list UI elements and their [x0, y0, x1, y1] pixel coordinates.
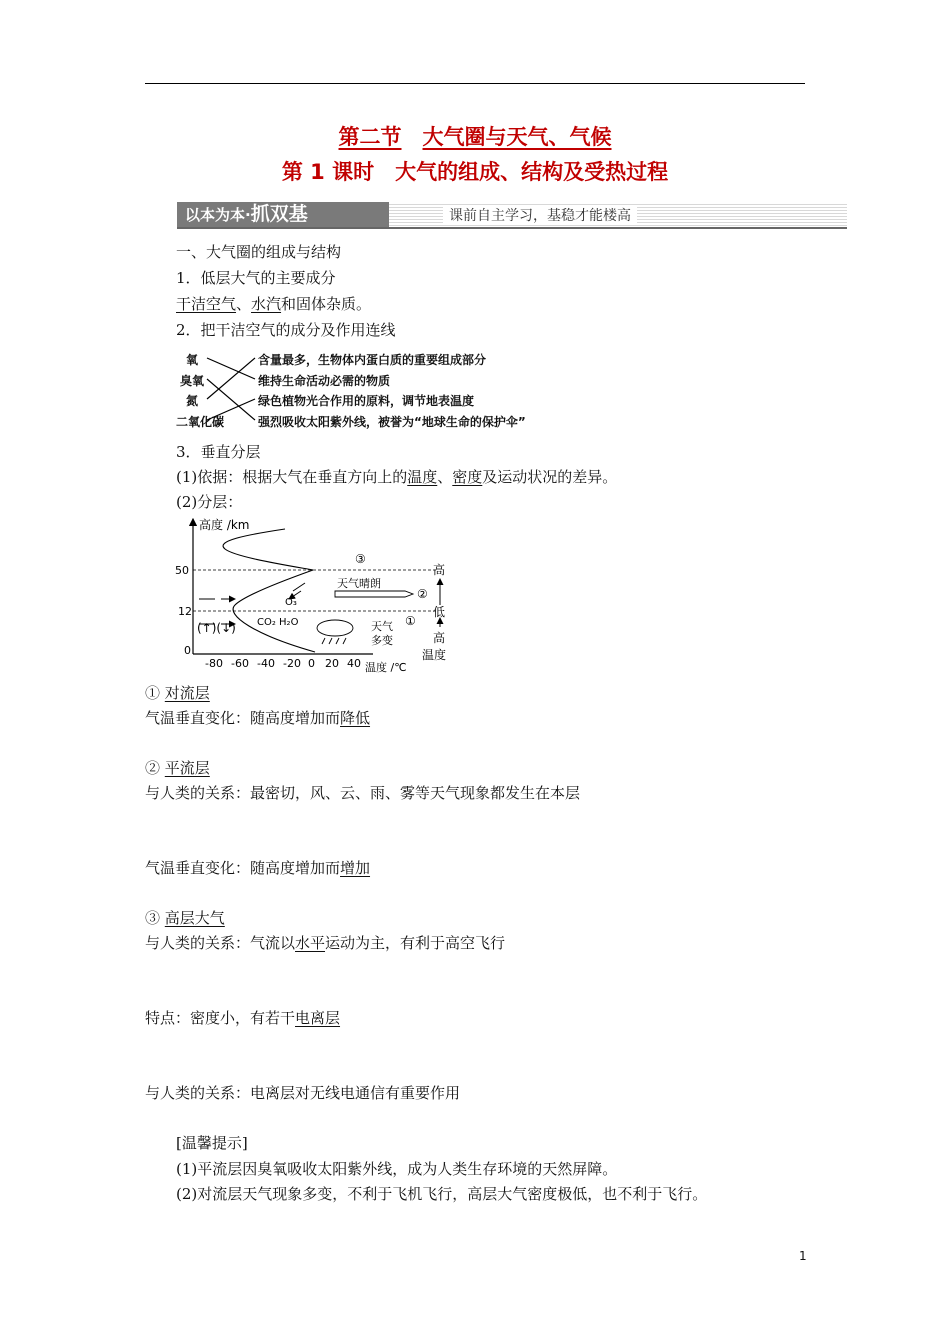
label-weather-var-2: 多变: [371, 634, 393, 647]
rain-icon: [322, 638, 346, 644]
y-axis-label: 高度 /km: [199, 518, 250, 532]
answer-dry-air: 干洁空气: [176, 295, 237, 313]
section-title: [0, 121, 950, 151]
temp-curve-upper: [223, 529, 313, 570]
airplane-icon: [335, 591, 413, 597]
part1-title: 一、大气圈的组成与结构: [176, 243, 342, 261]
y-tick-12: 12: [178, 605, 192, 618]
cloud-icon: [317, 620, 353, 636]
right-label-high: 高: [433, 563, 446, 577]
gas-co2: 二氧化碳: [176, 415, 225, 429]
page-number: 1: [799, 1249, 807, 1263]
gas-nitrogen: 氮: [186, 394, 199, 408]
layer2-temp-answer: 增加: [340, 859, 371, 877]
answer-temperature: 温度: [407, 468, 438, 486]
x-tick-0: 0: [308, 657, 315, 670]
label-ozone: O₃: [285, 597, 297, 608]
x-tick-40: 40: [347, 657, 361, 670]
layer1-heading: [145, 683, 210, 703]
layer3-name: 高层大气: [164, 909, 225, 927]
layer3-feature-answer: 电离层: [295, 1009, 341, 1027]
right-label-low: 低: [433, 605, 446, 619]
answer-density: 密度: [452, 468, 483, 486]
q3-layers-label: (2)分层：: [176, 493, 243, 511]
section-number: 第二节: [338, 125, 402, 149]
layer1-number: ①: [145, 684, 161, 702]
q1-answer: [176, 294, 371, 314]
function-2: 维持生命活动必需的物质: [258, 374, 391, 388]
layer3-feature: [145, 1008, 340, 1028]
layer3-relation-rest: 运动为主，有利于高空飞行: [325, 934, 506, 952]
header-rule: [145, 83, 805, 84]
layer1-name: 对流层: [164, 684, 210, 702]
q3-basis: [176, 467, 617, 487]
layer2-name: 平流层: [164, 759, 210, 777]
layer3-feature-prefix: 特点：密度小，有若干: [145, 1009, 296, 1027]
x-tick-20: 20: [325, 657, 339, 670]
lesson-title: 第 1 课时 大气的组成、结构及受热过程: [281, 160, 669, 184]
atmosphere-layer-diagram: [175, 515, 455, 675]
layer1-temp: [145, 708, 370, 728]
tip-2: (2)对流层天气现象多变，不利于飞机飞行，高层大气密度极低，也不利于飞行。: [176, 1185, 708, 1203]
layer3-relation-prefix: 与人类的关系：气流以: [145, 934, 296, 952]
layer2-heading: [145, 758, 210, 778]
layer3-number: ③: [145, 909, 161, 927]
layer2-number: ②: [145, 759, 161, 777]
y-tick-50: 50: [175, 564, 189, 577]
layer1-temp-prefix: 气温垂直变化：随高度增加而: [145, 709, 341, 727]
x-tick-m20: -20: [283, 657, 301, 670]
tips-title: [温馨提示]: [176, 1134, 248, 1152]
gas-ozone: 臭氧: [180, 374, 205, 388]
convection-arrows-icon: (↑)(↓): [197, 621, 236, 635]
label-weather-var-1: 天气: [371, 620, 393, 633]
function-3: 绿色植物光合作用的原料，调节地表温度: [258, 394, 475, 408]
right-label-temp: 温度: [422, 648, 447, 662]
x-tick-m40: -40: [257, 657, 275, 670]
label-circle-1: ①: [405, 614, 416, 628]
section-name: 大气圈与天气、气候: [422, 125, 612, 149]
banner-underline: [177, 227, 847, 229]
q3-title: 3．垂直分层: [176, 443, 261, 461]
q1-separator: 、: [236, 295, 252, 313]
banner-label-bold: 抓双基: [250, 203, 308, 225]
label-weather-clear: 天气晴朗: [337, 577, 381, 590]
banner-label: [177, 202, 389, 227]
banner-label-text: 以本为本·: [185, 206, 251, 224]
layer2-relation: 与人类的关系：最密切，风、云、雨、雾等天气现象都发生在本层: [145, 784, 581, 802]
answer-water-vapor: 水汽: [251, 295, 282, 313]
x-tick-m60: -60: [231, 657, 249, 670]
layer3-relation: [145, 933, 505, 953]
y-tick-0: 0: [184, 644, 191, 657]
q2-title: 2．把干洁空气的成分及作用连线: [176, 321, 396, 339]
layer3-relation-answer: 水平: [295, 934, 326, 952]
banner-subtitle: 课前自主学习，基稳才能楼高: [443, 205, 637, 225]
q3-basis-prefix: (1)依据：根据大气在垂直方向上的: [176, 468, 408, 486]
layer1-temp-answer: 降低: [340, 709, 371, 727]
q1-rest: 和固体杂质。: [281, 295, 372, 313]
matching-lines: [205, 348, 257, 430]
function-4: 强烈吸收太阳紫外线，被誉为“地球生命的保护伞”: [258, 415, 526, 429]
function-1: 含量最多，生物体内蛋白质的重要组成部分: [258, 353, 487, 367]
x-tick-m80: -80: [205, 657, 223, 670]
layer2-temp: [145, 858, 370, 878]
layer3-relation-2: 与人类的关系：电离层对无线电通信有重要作用: [145, 1084, 461, 1102]
label-circle-2: ②: [417, 587, 428, 601]
gas-oxygen: 氧: [186, 353, 199, 367]
layer2-temp-prefix: 气温垂直变化：随高度增加而: [145, 859, 341, 877]
x-axis-label: 温度 /℃: [365, 661, 407, 674]
layer3-heading: [145, 908, 225, 928]
q3-basis-rest: 及运动状况的差异。: [482, 468, 618, 486]
right-label-high2: 高: [433, 631, 446, 645]
q1-title: 1．低层大气的主要成分: [176, 269, 336, 287]
q3-separator: 、: [437, 468, 453, 486]
label-co2-h2o: CO₂ H₂O: [257, 617, 299, 628]
label-circle-3: ③: [355, 552, 366, 566]
tip-1: (1)平流层因臭氧吸收太阳紫外线，成为人类生存环境的天然屏障。: [176, 1160, 618, 1178]
